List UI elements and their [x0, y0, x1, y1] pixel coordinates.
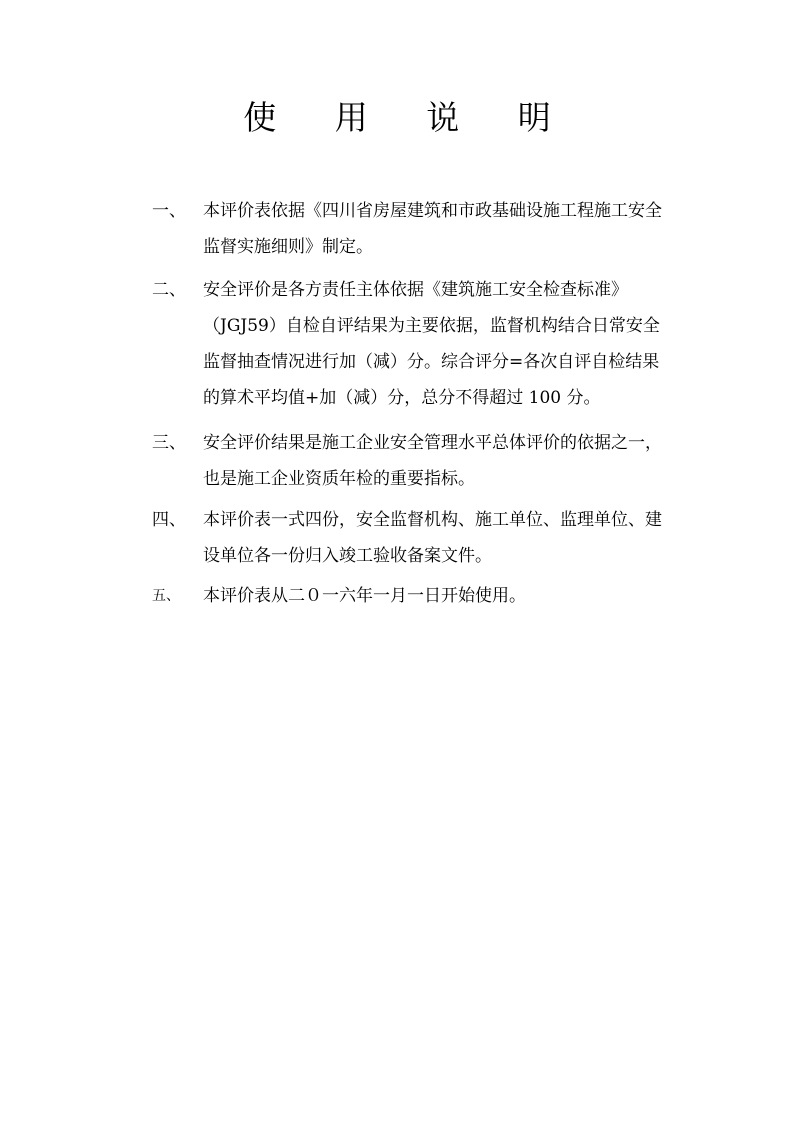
list-marker: 四、 [152, 510, 186, 530]
list-marker: 三、 [152, 433, 186, 453]
list-item-text [203, 193, 681, 265]
text-line: 监督实施细则》制定。 [203, 237, 373, 257]
list-item-text [203, 272, 681, 416]
text-line: 设单位各一份归入竣工验收备案文件。 [203, 546, 492, 566]
list-item-text [203, 425, 681, 497]
text-line: 也是施工企业资质年检的重要指标。 [203, 469, 475, 489]
text-line: 本评价表一式四份，安全监督机构、施工单位、监理单位、建 [203, 510, 662, 530]
text-line: （JGJ59）自检自评结果为主要依据，监督机构结合日常安全 [203, 316, 660, 336]
list-item-text [203, 502, 681, 574]
text-line: 安全评价是各方责任主体依据《建筑施工安全检查标准》 [203, 280, 628, 300]
page-title: 使 用 说 明 [243, 98, 575, 137]
text-line: 本评价表从二０一六年一月一日开始使用。 [203, 586, 526, 606]
list-marker: 二、 [152, 280, 186, 300]
text-line: 安全评价结果是施工企业安全管理水平总体评价的依据之一， [203, 433, 662, 453]
text-line: 监督抽查情况进行加（减）分。综合评分=各次自评自检结果 [203, 352, 660, 372]
list-marker: 五、 [152, 588, 180, 604]
list-item-text [203, 578, 681, 614]
text-line: 的算术平均值+加（减）分，总分不得超过 100 分。 [203, 388, 601, 408]
text-line: 本评价表依据《四川省房屋建筑和市政基础设施工程施工安全 [203, 201, 662, 221]
list-marker: 一、 [152, 201, 186, 221]
